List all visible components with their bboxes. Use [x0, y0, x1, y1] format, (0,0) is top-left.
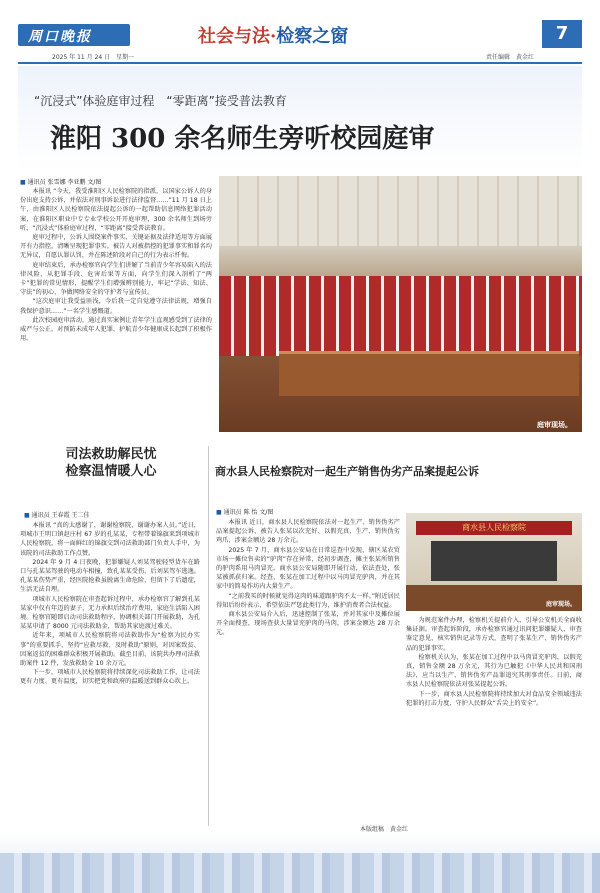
- paragraph: 庭审过程中，公诉人围绕案件事实、关键证据及法律适用等方面展开有力指控，清晰呈现犯罪事实。被告人对被指控的犯罪事实和罪名均无异议，自愿认罪认罚，并在陈述阶段对自己的行为表示忏悔。: [20, 234, 212, 260]
- page-credit: 本版组稿 黄金红: [360, 826, 409, 833]
- second-body-col2: [406, 616, 582, 822]
- second-body-col1: [216, 518, 400, 822]
- page-number: 7: [542, 20, 582, 48]
- paragraph: 本报讯 “真的太感谢了，谢谢检察院，谢谢办案人员。”近日，项城市王明口镇赵庄村 67 岁的孔某某，专程带着锦旗来到项城市人民检察院，将一面鲜红的锦旗交到司法救助部门负责人手中，为该院的司法救助工作点赞。: [20, 522, 200, 557]
- paragraph: 此次校园庭审活动，通过真实案例让青年学生直观感受到了法律的威严与公正，对预防未成年人犯罪、护航青少年健康成长起到了积极作用。: [20, 316, 212, 343]
- paragraph: “这次庭审让我受益匪浅，今后我一定自觉遵守法律法规，增强自我保护意识……”一名学生感慨道。: [20, 298, 212, 315]
- sidebar-byline: ■ 通讯员 王春霞 王二佳: [24, 510, 90, 519]
- paragraph: 下一步，项城市人民检察院将持续深化司法救助工作，让司法更有力度、更有温度，切实把党和政府的温暖送到群众心坎上。: [20, 669, 200, 686]
- photo-caption: 庭审现场。: [545, 601, 576, 608]
- newspaper-logo: 周口晚报: [18, 24, 130, 46]
- lead-headline: 淮阳 300 余名师生旁听校园庭审: [50, 124, 435, 154]
- courtroom-screen: [431, 541, 557, 581]
- courtroom-banner: 商水县人民检察院: [416, 521, 572, 535]
- photo-audience-seats: [219, 276, 582, 356]
- lead-deck: “沉浸式”体验庭审过程 “零距离”接受普法教育: [34, 94, 287, 108]
- lead-body: [20, 187, 212, 435]
- masthead: [18, 20, 582, 50]
- paragraph: 2025 年 7 月，商水县公安局在日常巡查中发现，辖区某农贸市场一摊位售卖的“驴肉”存在异常，经初步调查，摊主张某所销售的驴肉系用马肉冒充。商水县公安局随即开展行动，依法查处，张某被抓获归案。经查，张某在加工过程中以马肉冒充驴肉，并在其家中的简易作坊内大量生产。: [216, 546, 400, 591]
- lead-byline: ■ 通讯员 张雪娜 李亚鹏 文/图: [20, 177, 101, 186]
- paragraph: 项城市人民检察院在审查起诉过程中，承办检察官了解到孔某某家中仅有年迈的妻子，无力承担后续治疗费用，家庭生活陷入困境。检察官随即启动司法救助程序，协调相关部门开展救助，为孔某某申请了 8000 元司法救助金，帮助其家庭渡过难关。: [20, 595, 200, 631]
- photo-wall: [219, 176, 582, 246]
- photo-caption: 庭审现场。: [537, 421, 572, 429]
- sidebar-headline: 司法救助解民忧 检察温情暖人心: [65, 447, 157, 479]
- footer-skyline: [0, 833, 600, 893]
- paragraph: 近年来，项城市人民检察院将司法救助作为“检察为民办实事”的重要抓手，坚持“应救尽救、及时救助”原则，对因案致贫、因案返贫的困难群众积极开展救助。截至目前，该院共办理司法救助案件 12 件，发放救助金 10 余万元。: [20, 632, 200, 668]
- trial-photo: [406, 513, 582, 611]
- second-byline: ■ 通讯员 陈 怡 文/图: [216, 507, 273, 516]
- paragraph: 庭审结束后，承办检察官向学生们讲解了当前青少年容易陷入的法律风险，从犯罪手段、危害后果等方面，向学生们深入剖析了“两卡”犯罪的常见情形，提醒学生们增强辨别能力，牢记“学法、知法、守法”的初心，争做网络安全的守护者与宣传员。: [20, 261, 212, 297]
- paragraph: 本报讯 “今天，我受淮阳区人民检察院的指派，以国家公诉人的身份出庭支持公诉，并依法对刑事诉讼进行法律监督……”11 月 18 日上午，由淮阳区人民检察院依法提起公诉的一起帮助信息网络犯罪活动案，在淮阳区职业中专专业学校公开开庭审理，300 余名师生到场旁听，“沉浸式”体验庭审过程，“零距离”接受普法教育。: [20, 188, 212, 232]
- paragraph: “之前我买的时候就觉得这肉的味道跟驴肉不太一样。”附近居民得知后纷纷表示，希望依法严惩此类行为，维护消费者合法权益。: [216, 592, 400, 609]
- skyline-graphic: [0, 853, 600, 893]
- column-divider: [208, 446, 209, 826]
- paragraph: 下一步，商水县人民检察院将持续加大对食品安全领域违法犯罪的打击力度，守护人民群众“舌尖上的安全”。: [406, 690, 582, 707]
- paragraph: 为规范案件办理，检察机关提前介入，引导公安机关全面收集证据。审查起诉阶段，承办检察官通过讯问犯罪嫌疑人、审查鉴定意见、核实销售记录等方式，查明了张某生产、销售伪劣产品的犯罪事实。: [406, 617, 582, 652]
- paragraph: 商水县公安局介入后，迅速控制了张某，并对其家中及摊位展开全面搜查，现场查获大量冒充驴肉的马肉，涉案金额达 28 万余元。: [216, 611, 400, 637]
- paragraph: 检察机关认为，张某在加工过程中以马肉冒充驴肉，以假充真，销售金额 28 万余元，其行为已触犯《中华人民共和国刑法》，应当以生产、销售伪劣产品罪追究其刑事责任。日前，商水县人民检察院依法对张某提起公诉。: [406, 653, 582, 689]
- second-headline: 商水县人民检察院对一起生产销售伪劣产品案提起公诉: [215, 465, 479, 478]
- paragraph: 本报讯 近日，商水县人民检察院依法对一起生产、销售伪劣产品案提起公诉，被告人张某以次充好、以假充真，生产、销售伪劣鸡爪，涉案金额达 28 万余元。: [216, 519, 400, 545]
- paragraph: 2024 年 9 月 4 日夜晚，犯罪嫌疑人刘某驾驶轻型货车在路口与孔某某驾驶的电动车相撞，致孔某某受伤，后刘某驾车逃逸。孔某某伤势严重，经医院抢救虽脱离生命危险，但留下了后遗症，生活无法自理。: [20, 558, 200, 594]
- courtroom-photo: [219, 176, 582, 432]
- photo-bench: [279, 351, 579, 396]
- sidebar-body: [20, 521, 200, 821]
- section-title: 社会与法·检察之窗: [198, 26, 349, 47]
- issue-date: 2025 年 11 月 24 日 星期一: [52, 54, 135, 61]
- masthead-rule: [18, 62, 582, 64]
- page-editor: 责任编辑 黄金红: [486, 54, 535, 61]
